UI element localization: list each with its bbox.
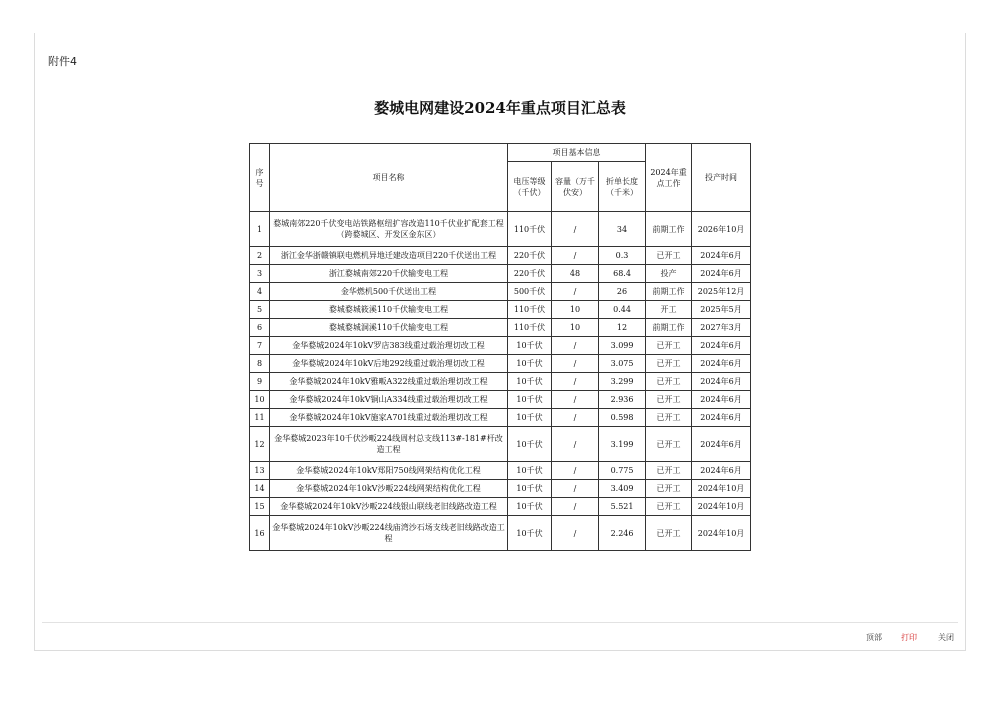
table-row (250, 391, 751, 409)
capacity-cell: / (552, 516, 599, 551)
table-row (250, 462, 751, 480)
voltage-cell: 10千伏 (508, 337, 552, 355)
capacity-cell: / (552, 427, 599, 462)
project-name-cell: 婺城婺城洞溪110千伏输变电工程 (270, 319, 508, 337)
row-index-cell: 15 (250, 498, 270, 516)
row-index-cell: 16 (250, 516, 270, 551)
length-cell: 0.3 (599, 247, 646, 265)
work-status-cell: 已开工 (646, 355, 692, 373)
commission-date-cell: 2024年10月 (692, 516, 751, 551)
row-index-cell: 10 (250, 391, 270, 409)
length-cell: 0.598 (599, 409, 646, 427)
row-index-cell: 8 (250, 355, 270, 373)
work-status-cell: 已开工 (646, 480, 692, 498)
commission-date-cell: 2024年6月 (692, 337, 751, 355)
work-status-cell: 开工 (646, 301, 692, 319)
voltage-cell: 110千伏 (508, 319, 552, 337)
work-status-cell: 已开工 (646, 409, 692, 427)
row-index-cell: 1 (250, 212, 270, 247)
work-status-cell: 已开工 (646, 462, 692, 480)
header-length: 折单长度（千米） (599, 162, 646, 212)
table-row (250, 212, 751, 247)
table-row (250, 283, 751, 301)
voltage-cell: 110千伏 (508, 212, 552, 247)
work-status-cell: 前期工作 (646, 212, 692, 247)
project-name-cell: 金华婺城2024年10kV罗店383线重过载治理切改工程 (270, 337, 508, 355)
table-row (250, 355, 751, 373)
project-name-cell: 金华婺城2024年10kV沙畈224线银山联线老旧线路改造工程 (270, 498, 508, 516)
table-row (250, 480, 751, 498)
work-status-cell: 已开工 (646, 427, 692, 462)
length-cell: 0.775 (599, 462, 646, 480)
project-name-cell: 婺城南郊220千伏变电站铁路枢纽扩容改造110千伏业扩配套工程（跨婺城区、开发区金东区） (270, 212, 508, 247)
commission-date-cell: 2024年6月 (692, 427, 751, 462)
commission-date-cell: 2027年3月 (692, 319, 751, 337)
header-index: 序号 (250, 144, 270, 212)
length-cell: 3.409 (599, 480, 646, 498)
project-name-cell: 金华婺城2024年10kV铜山A334线重过载治理切改工程 (270, 391, 508, 409)
capacity-cell: / (552, 391, 599, 409)
capacity-cell: / (552, 409, 599, 427)
project-name-cell: 金华婺城2024年10kV郑阳750线网架结构优化工程 (270, 462, 508, 480)
row-index-cell: 2 (250, 247, 270, 265)
project-name-cell: 金华婺城2023年10千伏沙畈224线周村总支线113#-181#杆改造工程 (270, 427, 508, 462)
voltage-cell: 10千伏 (508, 373, 552, 391)
row-index-cell: 6 (250, 319, 270, 337)
row-index-cell: 5 (250, 301, 270, 319)
commission-date-cell: 2024年10月 (692, 498, 751, 516)
voltage-cell: 10千伏 (508, 516, 552, 551)
commission-date-cell: 2024年6月 (692, 462, 751, 480)
capacity-cell: 10 (552, 301, 599, 319)
commission-date-cell: 2026年10月 (692, 212, 751, 247)
header-basic-info: 项目基本信息 (508, 144, 646, 162)
capacity-cell: / (552, 462, 599, 480)
row-index-cell: 4 (250, 283, 270, 301)
project-name-cell: 金华婺城2024年10kV施家A701线重过载治理切改工程 (270, 409, 508, 427)
project-name-cell: 金华婺城2024年10kV沙畈224线庙湾沙石场支线老旧线路改造工程 (270, 516, 508, 551)
header-name: 项目名称 (270, 144, 508, 212)
work-status-cell: 投产 (646, 265, 692, 283)
length-cell: 3.075 (599, 355, 646, 373)
project-name-cell: 金华燃机500千伏送出工程 (270, 283, 508, 301)
work-status-cell: 前期工作 (646, 319, 692, 337)
capacity-cell: / (552, 283, 599, 301)
capacity-cell: 48 (552, 265, 599, 283)
work-status-cell: 前期工作 (646, 283, 692, 301)
commission-date-cell: 2025年5月 (692, 301, 751, 319)
top-link[interactable]: 顶部 (866, 633, 882, 642)
row-index-cell: 9 (250, 373, 270, 391)
table-row (250, 498, 751, 516)
row-index-cell: 7 (250, 337, 270, 355)
projects-table (249, 143, 751, 551)
capacity-cell: / (552, 355, 599, 373)
capacity-cell: / (552, 373, 599, 391)
table-body (250, 212, 751, 551)
length-cell: 68.4 (599, 265, 646, 283)
row-index-cell: 13 (250, 462, 270, 480)
project-name-cell: 金华婺城2024年10kV沙畈224线网架结构优化工程 (270, 480, 508, 498)
capacity-cell: / (552, 480, 599, 498)
header-work-2024: 2024年重点工作 (646, 144, 692, 212)
project-name-cell: 金华婺城2024年10kV雅畈A322线重过载治理切改工程 (270, 373, 508, 391)
voltage-cell: 10千伏 (508, 355, 552, 373)
work-status-cell: 已开工 (646, 373, 692, 391)
capacity-cell: / (552, 498, 599, 516)
table-row (250, 373, 751, 391)
table-row (250, 516, 751, 551)
work-status-cell: 已开工 (646, 391, 692, 409)
work-status-cell: 已开工 (646, 247, 692, 265)
capacity-cell: 10 (552, 319, 599, 337)
length-cell: 3.099 (599, 337, 646, 355)
table-row (250, 337, 751, 355)
table-row (250, 427, 751, 462)
length-cell: 5.521 (599, 498, 646, 516)
voltage-cell: 220千伏 (508, 247, 552, 265)
attachment-label: 附件4 (48, 55, 77, 68)
work-status-cell: 已开工 (646, 337, 692, 355)
header-commission: 投产时间 (692, 144, 751, 212)
work-status-cell: 已开工 (646, 498, 692, 516)
length-cell: 34 (599, 212, 646, 247)
capacity-cell: / (552, 212, 599, 247)
length-cell: 0.44 (599, 301, 646, 319)
header-capacity: 容量（万千伏安） (552, 162, 599, 212)
length-cell: 26 (599, 283, 646, 301)
length-cell: 12 (599, 319, 646, 337)
work-status-cell: 已开工 (646, 516, 692, 551)
length-cell: 2.246 (599, 516, 646, 551)
commission-date-cell: 2024年6月 (692, 265, 751, 283)
voltage-cell: 220千伏 (508, 265, 552, 283)
commission-date-cell: 2024年6月 (692, 391, 751, 409)
row-index-cell: 14 (250, 480, 270, 498)
commission-date-cell: 2024年6月 (692, 373, 751, 391)
voltage-cell: 10千伏 (508, 409, 552, 427)
project-name-cell: 金华婺城2024年10kV后地292线重过载治理切改工程 (270, 355, 508, 373)
project-name-cell: 浙江婺城南郊220千伏输变电工程 (270, 265, 508, 283)
commission-date-cell: 2024年6月 (692, 409, 751, 427)
commission-date-cell: 2024年10月 (692, 480, 751, 498)
header-voltage: 电压等级（千伏） (508, 162, 552, 212)
length-cell: 3.199 (599, 427, 646, 462)
table-row (250, 409, 751, 427)
page-title: 婺城电网建设2024年重点项目汇总表 (374, 99, 626, 117)
voltage-cell: 10千伏 (508, 391, 552, 409)
capacity-cell: / (552, 337, 599, 355)
commission-date-cell: 2024年6月 (692, 355, 751, 373)
capacity-cell: / (552, 247, 599, 265)
commission-date-cell: 2024年6月 (692, 247, 751, 265)
row-index-cell: 12 (250, 427, 270, 462)
row-index-cell: 11 (250, 409, 270, 427)
voltage-cell: 10千伏 (508, 427, 552, 462)
voltage-cell: 10千伏 (508, 480, 552, 498)
table-row (250, 265, 751, 283)
length-cell: 3.299 (599, 373, 646, 391)
close-link[interactable]: 关闭 (938, 633, 954, 642)
voltage-cell: 10千伏 (508, 498, 552, 516)
print-link[interactable]: 打印 (901, 633, 917, 642)
voltage-cell: 500千伏 (508, 283, 552, 301)
length-cell: 2.936 (599, 391, 646, 409)
project-name-cell: 婺城婺城筱溪110千伏输变电工程 (270, 301, 508, 319)
voltage-cell: 10千伏 (508, 462, 552, 480)
table-row (250, 319, 751, 337)
table-row (250, 247, 751, 265)
project-name-cell: 浙江金华浙赣镇联电燃机异地迁建改造项目220千伏送出工程 (270, 247, 508, 265)
commission-date-cell: 2025年12月 (692, 283, 751, 301)
footer-divider (42, 622, 958, 623)
row-index-cell: 3 (250, 265, 270, 283)
voltage-cell: 110千伏 (508, 301, 552, 319)
table-row (250, 301, 751, 319)
